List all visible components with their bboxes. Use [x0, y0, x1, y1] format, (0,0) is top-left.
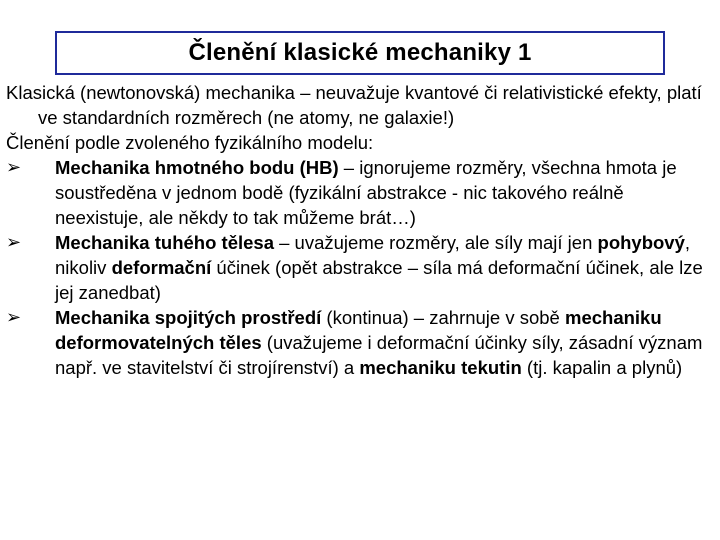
- bullet-text: – ignorujeme rozměry, všechna hmota je soustředěna v jednom bodě (fyzikální abstrakce - nic takového reálně neexistuje, ale někdy to tak můžeme brát…): [55, 157, 677, 228]
- bullet-bold: Mechanika spojitých prostředí: [55, 307, 322, 328]
- bullet-bold: pohybový: [597, 232, 685, 253]
- arrowhead-bullet-icon: ➢: [6, 157, 22, 177]
- bullet-text: (uvažujeme i deformační účinky síly, zásadní význam např. ve stavitelství či strojírenství) a: [55, 332, 703, 378]
- bullet-item-continuum: [6, 305, 714, 380]
- bullet-bold: mechaniku deformovatelných těles: [55, 307, 662, 353]
- subheading: Členění podle zvoleného fyzikálního modelu:: [6, 132, 374, 153]
- bullet-text: (tj. kapalin a plynů): [521, 357, 683, 378]
- arrowhead-bullet-icon: ➢: [6, 232, 22, 252]
- bullet-bold: Mechanika hmotného bodu (HB): [55, 157, 339, 178]
- bullet-text: (kontinua) – zahrnuje v sobě: [321, 307, 565, 328]
- bullet-item-mass-point: [6, 155, 714, 230]
- slide-content: [6, 80, 714, 380]
- bullet-text: , nikoliv: [55, 232, 691, 278]
- bullet-item-rigid-body: [6, 230, 714, 305]
- bullet-bold: deformační: [111, 257, 212, 278]
- slide-title: Členění klasické mechaniky 1: [188, 39, 532, 66]
- bullet-bold: Mechanika tuhého tělesa: [55, 232, 274, 253]
- bullet-bold: mechaniku tekutin: [359, 357, 522, 378]
- bullet-text: účinek (opět abstrakce – síla má deformační účinek, ale lze jej zanedbat): [55, 257, 703, 303]
- title-box: [55, 31, 665, 75]
- arrowhead-bullet-icon: ➢: [6, 307, 22, 327]
- bullet-text: – uvažujeme rozměry, ale síly mají jen: [273, 232, 598, 253]
- intro-paragraph: Klasická (newtonovská) mechanika – neuvažuje kvantové či relativistické efekty, platí ve standardních rozměrech (ne atomy, ne galaxie!): [6, 82, 702, 128]
